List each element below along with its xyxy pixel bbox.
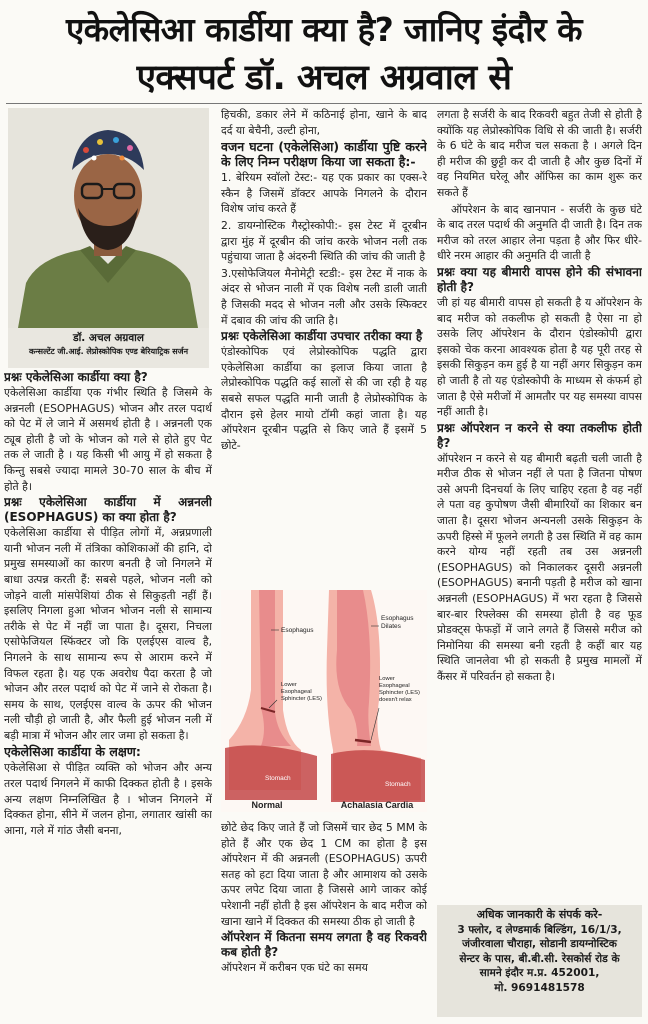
- paragraph: ऑपरेशन न करने से यह बीमारी बढ़ती चली जाती है मरीज ठीक से भोजन नहीं ले पता है जितना पोषण उसे अपनी दिनचर्या के लिए चाहिए रहता है वह नहीं ले पता वह कुपोषण जैसी बीमारियों का शिकार बन जाता है। दूसरा भोजन अन्यनली उसके सिकुड़न के ऊपरी हिस्से में फूलने लगती है उस स्थिति में वह काम करने योग्य नहीं रहती तब उस अन्ननली (ESOPHAGUS) को निकालकर दूसरी अन्ननली (ESOPHAGUS) बनानी पड़ती है मरीज को खाना अन्ननली (ESOPHAGUS) में भरा रहता है जिससे बार-बार रिफ्लेक्स की समस्या होती है वह फूड प्रोडक्ट्स फेफड़ों में जाने लगते हैं जिससे मरीज को निमोनिया की समस्या बनी रहती है कहीं बार यह स्थिति जानलेवा भी हो सकती है प्रमुख मामलों में कैंसर में परिवर्तन हो सकता है।: [437, 451, 642, 683]
- contact-address-line: सेन्टर के पास, बी.बी.सी. रेसकोर्स रोड के: [459, 952, 620, 965]
- paragraph: एकेलेसिआ कार्डीया से पीड़ित लोगों में, अन्नप्रणाली यानी भोजन नली में तंत्रिका कोशिकाओं की हानि, दो प्रमुख समस्याओं का कारण बनती है जो निगलने में बाधा उत्पन्न करती हैं: सबसे पहले, भोजन नली को जोड़ने वाली मांसपेशियां ठीक से सिकुड़ती नहीं हैं। इसलिए निगला हुआ भोजन भोजन नली से सामान्य तरीके से पेट में नहीं जा पाता है। दूसरा, निचला एसोफेजियल स्फिंक्टर जो कि एलईएस वाल्व है, निगलने के साथ सामान्य रूप से आराम करने में विफल रहता है। यह एक अवरोध पैदा करता है जो भोजन और तरल पदार्थ को पेट में जाने से रोकता है। समय के साथ, एलईएस वाल्व के ऊपर की भोजन नली चौड़ी हो जाती है, और फैली हुई भोजन नली में बड़ी मात्रा में भोजन और लार जमा हो सकता है।: [4, 526, 212, 742]
- headline-line-1: एकेलेसिआ कार्डीया क्या है? जानिए इंदौर के: [65, 10, 583, 49]
- label-esophagus-left: Esophagus: [281, 627, 314, 634]
- label-les-right-3: Sphincter (LES): [379, 690, 420, 696]
- question-no-operation: प्रश्नः ऑपरेशन न करने से क्या तकलीफ होती है?: [437, 420, 642, 450]
- headline: [0, 0, 648, 104]
- label-dilates-right: Dilates: [381, 623, 401, 630]
- contact-address-line: 3 फ्लोर, द लेण्डमार्क बिल्डिंग, 16/1/3,: [457, 923, 622, 936]
- column-3: [437, 107, 642, 903]
- test-gastroscopy: 2. डायग्नोस्टिक गैस्ट्रोस्कोपी:- इस टेस्ट में दूरबीन द्वारा मुंह में दूरबीन की जांच करके भोजन नली तक पहुंचाया जाता है अंदरुनी स्थिति की जांच की जाती है: [221, 218, 427, 264]
- column-2-bottom: [221, 820, 427, 1024]
- paragraph: हिचकी, डकार लेने में कठिनाई होना, खाने के बाद दर्द या बेचैनी, उल्टी होना,: [221, 108, 427, 137]
- question-what-is-achalasia: प्रश्नः एकेलेसिआ कार्डीया क्या है?: [4, 370, 148, 384]
- doctor-caption: [8, 328, 209, 368]
- paragraph: एकेलेसिआ से पीड़ित व्यक्ति को भोजन और अन्य तरल पदार्थ निगलने में काफी दिक्कत होती है । इसके अन्य लक्षण निम्नलिखित है । भोजन निगलने में दिक्कत होना, सीने में जलन होना, लगातार खांसी का आना, गले में गांठ जैसी बनना,: [4, 761, 212, 837]
- contact-heading: अधिक जानकारी के संपर्क करे-: [476, 908, 603, 921]
- caption-normal: Normal: [251, 800, 283, 810]
- contact-address-line: जंजीरवाला चौराहा, सोडानी डायग्नोस्टिक: [462, 938, 617, 950]
- heading-tests: वजन घटना (एकेलेसिआ) कार्डीया पुष्टि करने के लिए निम्न परीक्षण किया जा सकता है:-: [221, 139, 427, 170]
- question-esophagus-effect: प्रश्नः एकेलेसिआ कार्डीया में अन्ननली (ESOPHAGUS) का क्या होता है?: [4, 495, 212, 525]
- label-les-left-2: Esophageal: [281, 689, 312, 695]
- paragraph: ऑपरेशन में करीबन एक घंटे का समय: [221, 961, 368, 975]
- test-manometry: 3.एसोफेजियल मैनोमेट्री स्टडी:- इस टेस्ट में नाक के अंदर से भोजन नाली में एक विशेष नली डाली जाती है जिसकी मदद से भोजन नली और उसके स्फिक्टर में दबाव की जांच की जाति है।: [221, 266, 427, 327]
- doctor-name: डॉ. अचल अग्रवाल: [72, 332, 145, 344]
- column-1: [4, 370, 212, 1024]
- label-esophagus-right: Esophagus: [381, 615, 414, 622]
- esophagus-diagram: [221, 590, 427, 812]
- label-les-right-1: Lower: [379, 676, 395, 682]
- question-treatment: प्रश्नः एकेलेसिआ कार्डीया उपचार तरीका क्या है: [221, 329, 423, 344]
- question-operation-time: ऑपरेशन में कितना समय लगता है वह रिकवरी कब होती है?: [221, 930, 427, 960]
- question-recurrence: प्रश्नः क्या यह बीमारी वापस होने की संभावना होती है?: [437, 264, 642, 294]
- paragraph: ऑपरेशन के बाद खानपान - सर्जरी के कुछ घंटे के बाद तरल पदार्थ की अनुमति दी जाती है। दिन तक मरीज को तरल आहार लेना पड़ता है और फिर धीरे-धीरे नरम आहार की अनुमति दी जाती है: [437, 202, 642, 263]
- paragraph: लगता है सर्जरी के बाद रिकवरी बहुत तेजी से होती है क्योंकि यह लेप्रोस्कोपिक विधि से की जाती है। सर्जरी के 6 घंटे के बाद मरीज चल सकता है । अगले दिन ही मरीज की छुट्टी कर दी जाती है और कुछ दिनों में वह नियमित घरेलू और ऑफिस का काम शुरू कर सकते हैं: [437, 108, 642, 199]
- heading-symptoms: एकेलेसिआ कार्डीया के लक्षण:: [4, 744, 141, 760]
- paragraph: एकेलेसिआ कार्डीया एक गंभीर स्थिति है जिसमे के अन्ननली (ESOPHAGUS) भोजन और तरल पदार्थ को पेट में ले जाने में असमर्थ होती है । अन्ननली एक ट्यूब होती है जो के भोजन को गले से होते हुए पेट तक ले जाती है । यह किसी भी आयु में हो सकता है किन्तु सबसे ज्यादा मामले 30-70 साल के बीच में होते है।: [4, 386, 212, 493]
- contact-address-line: सामने इंदौर म.प्र. 452001,: [479, 967, 600, 979]
- doctor-designation: कन्सल्टेंट जी.आई. लेप्रोस्कोपिक एण्ड बेरियाट्रिक सर्जन: [28, 347, 189, 356]
- label-les-left-1: Lower: [281, 682, 297, 688]
- label-les-right-2: Esophageal: [379, 683, 410, 689]
- label-les-left-3: Sphincter (LES): [281, 696, 322, 702]
- label-stomach-right: Stomach: [385, 781, 411, 788]
- column-2-top: [221, 107, 427, 589]
- paragraph: एंडोस्कोपिक एवं लेप्रोस्कोपिक पद्धति द्वारा एकेलेसिआ कार्डीया का इलाज किया जाता है लेप्रोस्कोपिक पद्धति कई सालों से की जा रही है यह सबसे सफल पद्धति मानी जाती है लेप्रोस्कोपिक के दौरान इसे हेलर मायो टॉमी कहां जाता है। यह ऑपरेशन दूरबीन पद्धति से किए जाते हैं इसमें 5 छोटे-: [221, 345, 427, 452]
- label-les-right-4: doesn't relax: [379, 697, 412, 703]
- paragraph: जी हां यह बीमारी वापस हो सकती है य ऑपरेशन के बाद मरीज को तकलीफ हो सकती है ऐसा ना हो उसके लिए ऑपरेशन के दौरान एंडोस्कोपी द्वारा इसको चेक करना आवश्यक होता है यह पूरी तरह से इसकी सिकुड़न कम हुई है या नहीं अगर सिकुड़न कम हो जाती है तो यह एंडोस्कोपी के माध्यम से कंफर्म हो जाता है ऐसे मरीजों में आमतौर पर यह समस्या वापस नहीं आती है।: [437, 295, 642, 419]
- doctor-photo: [8, 108, 209, 328]
- paragraph: छोटे छेद किए जाते हैं जो जिसमें चार छेद 5 MM के होते हैं और एक छेद 1 CM का होता है इस ऑपरेशन में की अन्ननली (ESOPHAGUS) ऊपरी सतह को हटा दिया जाता है और आमाशय को उसके ऊपर लपेट दिया जाता है जिससे आगे जाकर कोई परेशानी नहीं होती है इस ऑपरेशन के बाद मरीज को खाना खाने में दिक्कत की समस्या ठीक हो जाती है: [221, 821, 427, 928]
- contact-phone: मो. 9691481578: [494, 981, 585, 994]
- test-barium-swallow: 1. बेरियम स्वॉलो टेस्ट:- यह एक प्रकार का एक्स-रे स्कैन है जिसमें डॉक्टर आपके निगलने के दौरान विशेष जांच करते हैं: [221, 171, 427, 216]
- label-stomach-left: Stomach: [265, 775, 291, 782]
- headline-line-2: एक्सपर्ट डॉ. अचल अग्रवाल से: [136, 58, 512, 98]
- headline-divider: [6, 103, 642, 104]
- caption-achalasia: Achalasia Cardia: [340, 800, 414, 810]
- contact-box: [437, 905, 642, 1017]
